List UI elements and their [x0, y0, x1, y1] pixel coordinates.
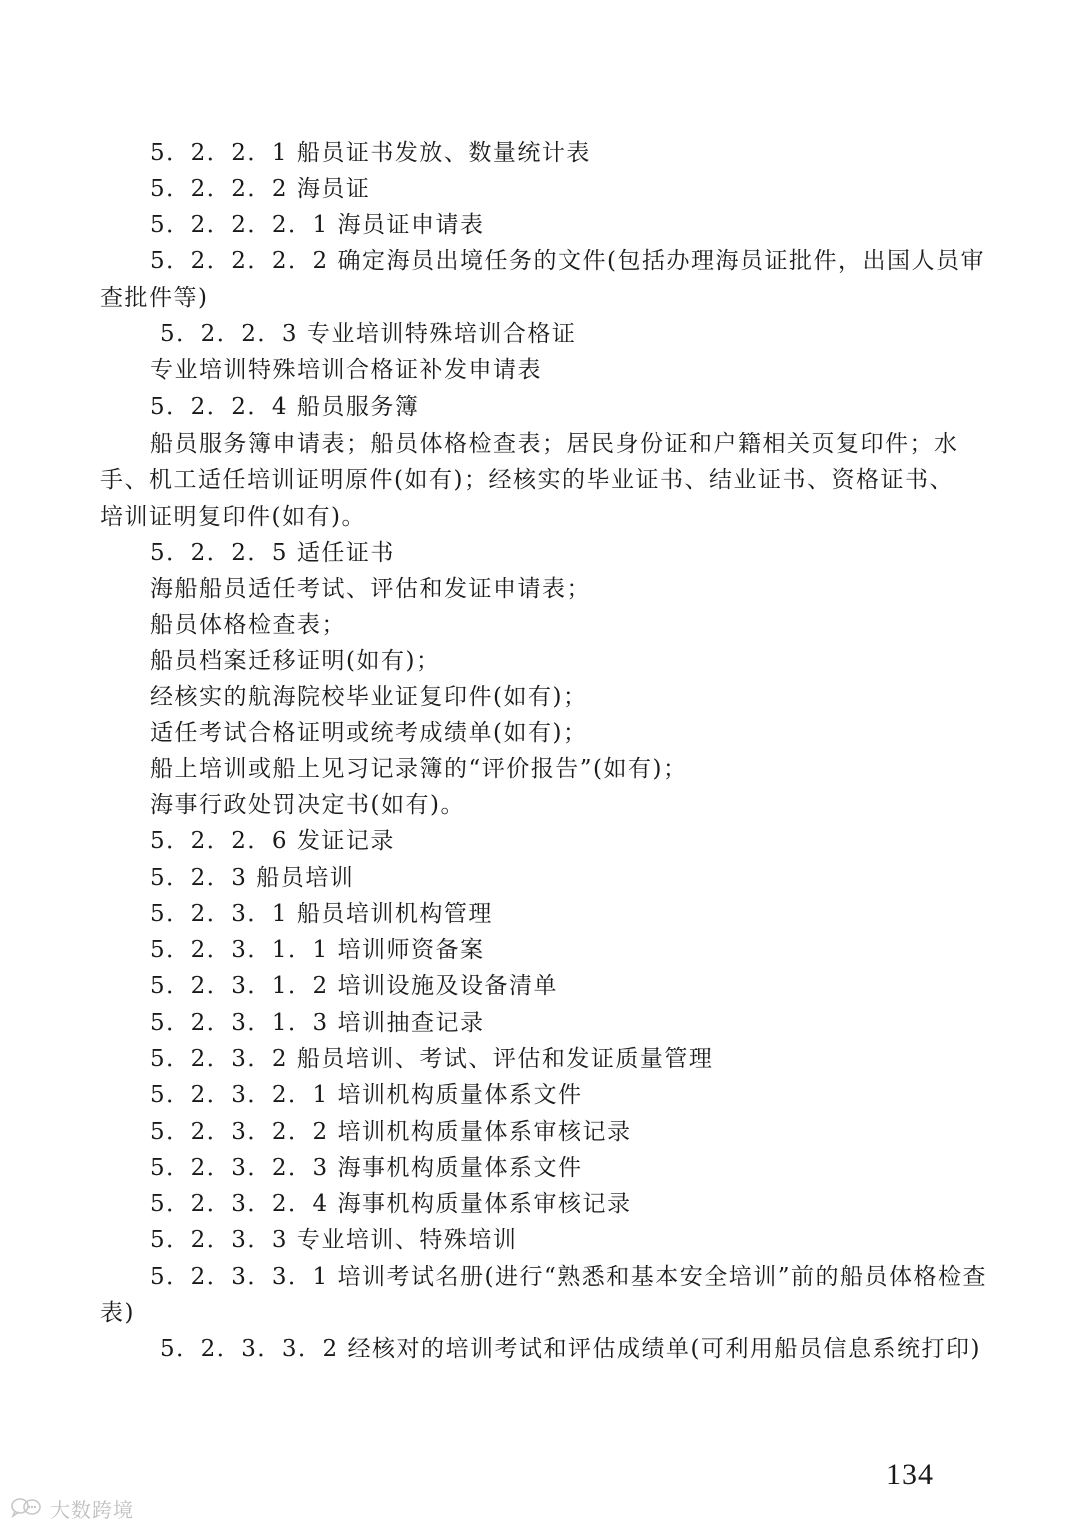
section-heading-5-2-2-2-2: 5．2．2．2．2 确定海员出境任务的文件(包括办理海员证批件，出国人员审: [150, 248, 985, 274]
watermark: [10, 1494, 134, 1523]
section-heading-5-2-2-3: 5．2．2．3 专业培训特殊培训合格证: [160, 321, 577, 347]
list-item: 海事行政处罚决定书(如有)。: [150, 792, 465, 818]
section-heading-5-2-3-3-2: 5．2．3．3．2 经核对的培训考试和评估成绩单(可利用船员信息系统打印): [160, 1336, 981, 1362]
section-heading-5-2-2-4: 5．2．2．4 船员服务簿: [150, 394, 420, 420]
chat-bubble-logo-icon: [10, 1496, 44, 1522]
paragraph-text: 船员服务簿申请表；船员体格检查表；居民身份证和户籍相关页复印件；水: [150, 431, 959, 457]
section-heading-5-2-3-1-1: 5．2．3．1．1 培训师资备案: [150, 937, 485, 963]
list-item: 适任考试合格证明或统考成绩单(如有)；: [150, 720, 588, 746]
paragraph-text: 培训证明复印件(如有)。: [100, 504, 366, 530]
section-heading-5-2-3-3-1: 5．2．3．3．1 培训考试名册(进行“熟悉和基本安全培训”前的船员体格检查: [150, 1264, 987, 1290]
section-heading-5-2-3-2-3: 5．2．3．2．3 海事机构质量体系文件: [150, 1155, 583, 1181]
section-heading-5-2-3-2-2: 5．2．3．2．2 培训机构质量体系审核记录: [150, 1119, 632, 1145]
section-heading-5-2-2-2-1: 5．2．2．2．1 海员证申请表: [150, 212, 485, 238]
section-heading-5-2-3: 5．2．3 船员培训: [150, 865, 355, 891]
section-heading-5-2-2-2: 5．2．2．2 海员证: [150, 176, 371, 202]
section-heading-5-2-3-1-2: 5．2．3．1．2 培训设施及设备清单: [150, 973, 558, 999]
paragraph-continuation: 查批件等): [100, 285, 209, 311]
paragraph-text: 专业培训特殊培训合格证补发申请表: [150, 357, 542, 383]
list-item: 船上培训或船上见习记录簿的“评价报告”(如有)；: [150, 756, 688, 782]
list-item: 船员档案迁移证明(如有)；: [150, 648, 441, 674]
watermark-label: 大数跨境: [50, 1498, 134, 1522]
list-item: 船员体格检查表；: [150, 612, 346, 638]
section-heading-5-2-3-2-4: 5．2．3．2．4 海事机构质量体系审核记录: [150, 1191, 632, 1217]
section-heading-5-2-2-6: 5．2．2．6 发证记录: [150, 828, 395, 854]
page-number: 134: [886, 1458, 934, 1491]
list-item: 海船船员适任考试、评估和发证申请表；: [150, 576, 591, 602]
section-heading-5-2-3-1-3: 5．2．3．1．3 培训抽查记录: [150, 1010, 485, 1036]
list-item: 经核实的航海院校毕业证复印件(如有)；: [150, 684, 588, 710]
paragraph-text: 手、机工适任培训证明原件(如有)；经核实的毕业证书、结业证书、资格证书、: [100, 467, 954, 493]
section-heading-5-2-2-1: 5．2．2．1 船员证书发放、数量统计表: [150, 140, 591, 166]
section-heading-5-2-3-1: 5．2．3．1 船员培训机构管理: [150, 901, 493, 927]
paragraph-continuation: 表): [100, 1300, 135, 1326]
section-heading-5-2-3-2-1: 5．2．3．2．1 培训机构质量体系文件: [150, 1082, 583, 1108]
section-heading-5-2-3-2: 5．2．3．2 船员培训、考试、评估和发证质量管理: [150, 1046, 714, 1072]
section-heading-5-2-2-5: 5．2．2．5 适任证书: [150, 540, 395, 566]
section-heading-5-2-3-3: 5．2．3．3 专业培训、特殊培训: [150, 1227, 518, 1253]
